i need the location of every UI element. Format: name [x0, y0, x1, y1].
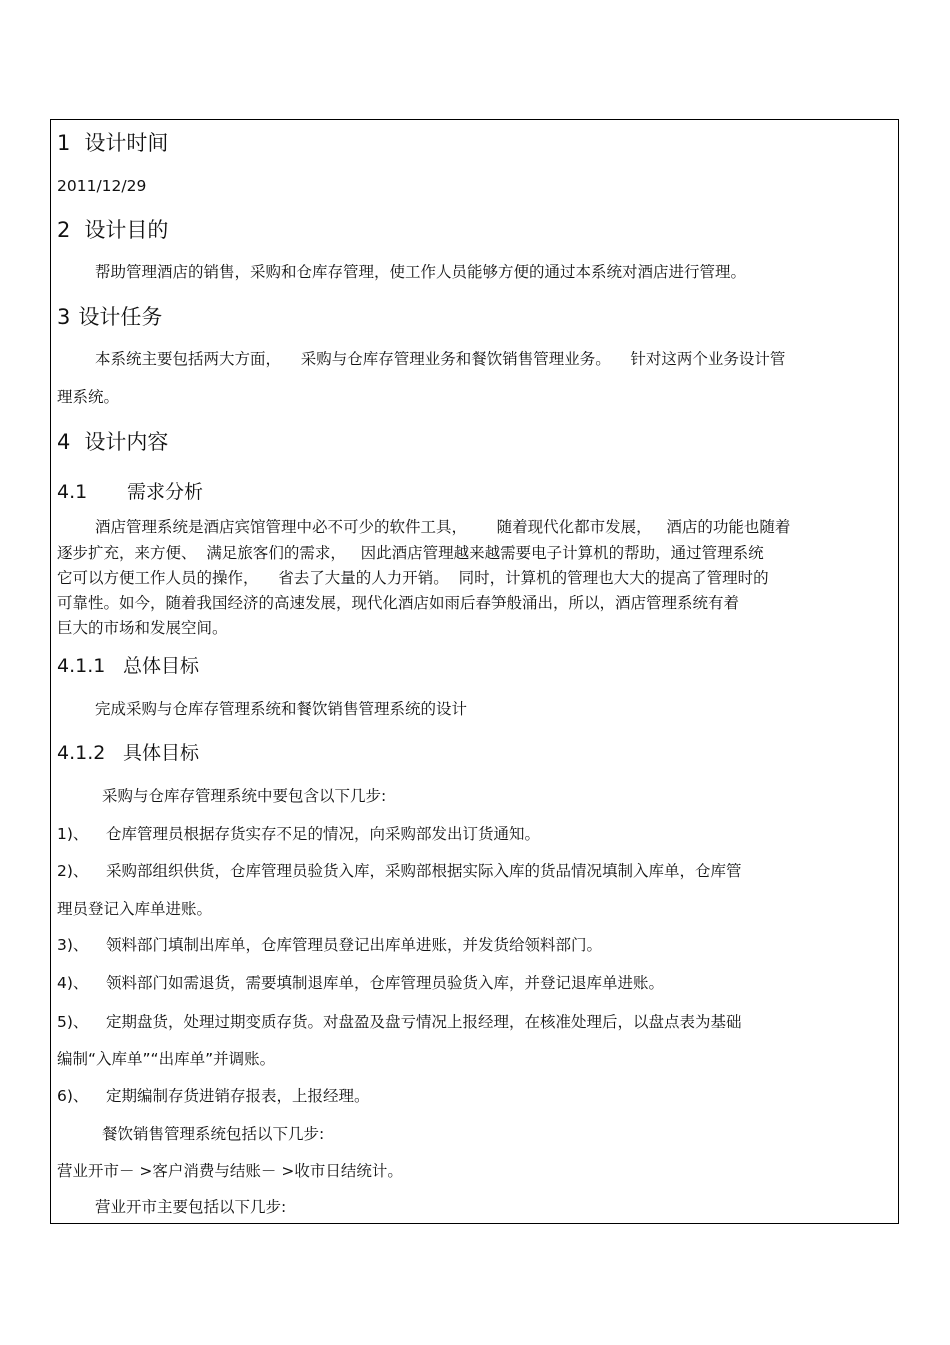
sales-flow: 营业开市－ >客户消费与结账－ >收市日结统计。: [57, 1162, 403, 1180]
section-1-heading: 1 设计时间: [57, 131, 169, 155]
section-3-line-2: 理系统。: [57, 388, 120, 406]
list-item-continuation: 编制“入库单”“出库单”并调账。: [57, 1050, 276, 1068]
section-4-1-line-1: 酒店管理系统是酒店宾馆管理中必不可少的软件工具， 随着现代化都市发展， 酒店的功能也随着: [95, 518, 791, 536]
design-date: 2011/12/29: [57, 177, 147, 195]
list-item: 5)、 定期盘货，处理过期变质存货。对盘盈及盘亏情况上报经理，在核准处理后，以盘点表为基础: [57, 1013, 742, 1031]
list-item: 3)、 领料部门填制出库单，仓库管理员登记出库单进账，并发货给领料部门。: [57, 936, 603, 954]
section-4-1-line-3: 它可以方便工作人员的操作， 省去了大量的人力开销。 同时，计算机的管理也大大的提高了管理时的: [57, 569, 769, 587]
section-2-heading: 2 设计目的: [57, 218, 169, 242]
section-4-1-2-heading: 4.1.2 具体目标: [57, 742, 200, 764]
section-3-line-1: 本系统主要包括两大方面， 采购与仓库存管理业务和餐饮销售管理业务。 针对这两个业务设计管: [95, 350, 786, 368]
list-item: 1)、 仓库管理员根据存货实存不足的情况，向采购部发出订货通知。: [57, 825, 541, 843]
section-4-1-heading: 4.1 需求分析: [57, 481, 204, 503]
list-item: 2)、 采购部组织供货，仓库管理员验货入库，采购部根据实际入库的货品情况填制入库单，仓库管: [57, 862, 742, 880]
list-item-continuation: 理员登记入库单进账。: [57, 900, 213, 918]
section-2-text: 帮助管理酒店的销售，采购和仓库存管理，使工作人员能够方便的通过本系统对酒店进行管理。: [95, 263, 747, 281]
list-item: 4)、 领料部门如需退货，需要填制退库单，仓库管理员验货入库，并登记退库单进账。: [57, 974, 665, 992]
section-4-1-2-intro-2: 餐饮销售管理系统包括以下几步:: [102, 1125, 325, 1143]
section-4-1-2-intro: 采购与仓库存管理系统中要包含以下几步:: [102, 787, 387, 805]
section-4-1-line-2: 逐步扩充，来方便、 满足旅客们的需求， 因此酒店管理越来越需要电子计算机的帮助，通过管理系统: [57, 544, 764, 562]
section-4-1-line-5: 巨大的市场和发展空间。: [57, 619, 228, 637]
list-item: 6)、 定期编制存货进销存报表，上报经理。: [57, 1087, 370, 1105]
section-4-1-line-4: 可靠性。如今，随着我国经济的高速发展，现代化酒店如雨后春笋般涌出，所以，酒店管理系统有着: [57, 594, 740, 612]
section-3-heading: 3 设计任务: [57, 305, 163, 329]
section-4-1-2-intro-3: 营业开市主要包括以下几步:: [95, 1198, 287, 1216]
section-4-1-1-heading: 4.1.1 总体目标: [57, 655, 200, 677]
section-4-heading: 4 设计内容: [57, 430, 169, 454]
section-4-1-1-text: 完成采购与仓库存管理系统和餐饮销售管理系统的设计: [95, 700, 468, 718]
